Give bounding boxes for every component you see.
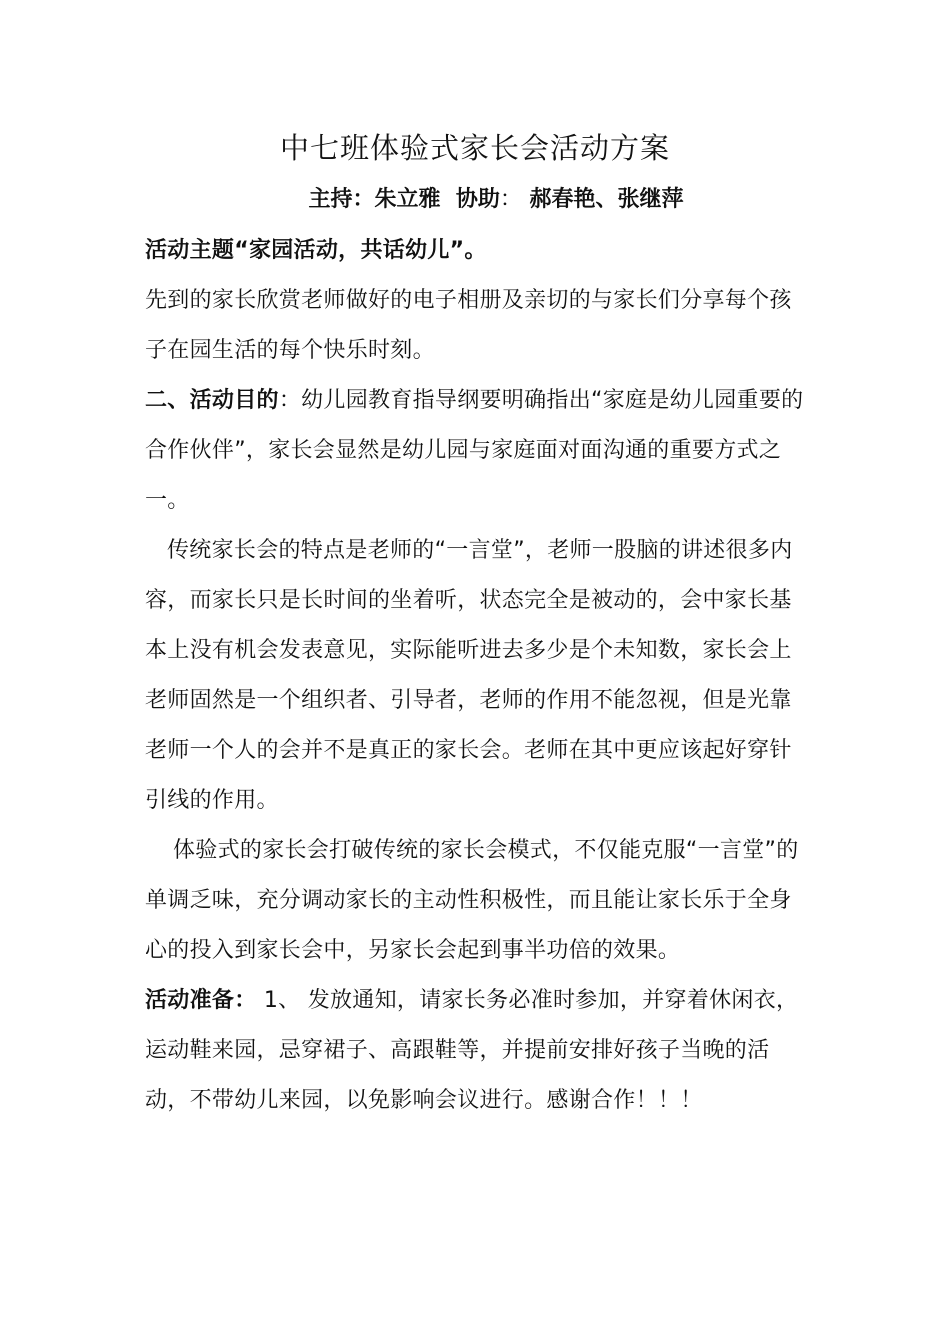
purpose-colon: ：	[278, 388, 302, 413]
document-body	[145, 226, 805, 1126]
assist-names: 郝春艳、张继萍	[529, 187, 684, 212]
host-label: 主持：	[308, 187, 375, 212]
document-title: 中七班体验式家长会活动方案	[279, 131, 670, 165]
preparation-label: 活动准备：	[145, 988, 257, 1013]
assist-label: 协助	[455, 187, 500, 212]
purpose-paragraph	[145, 376, 805, 526]
traditional-paragraph: 传统家长会的特点是老师的“一言堂”，老师一股脑的讲述很多内容，而家长只是长时间的坐着听，状态完全是被动的，会中家长基本上没有机会发表意见，实际能听进去多少是个未知数，家长会上老师固然是一个组织者、引导者，老师的作用不能忽视，但是光靠老师一个人的会并不是真正的家长会。老师在其中更应该起好穿针引线的作用。	[145, 538, 793, 813]
preparation-paragraph	[145, 976, 805, 1126]
assist-colon: ：	[499, 187, 522, 212]
purpose-text: 幼儿园教育指导纲要明确指出“家庭是幼儿园重要的合作伙伴”，家长会显然是幼儿园与家庭面对面沟通的重要方式之一。	[145, 388, 804, 513]
host-line	[0, 180, 950, 220]
purpose-label: 二、活动目的	[145, 388, 279, 413]
preparation-text: 1、 发放通知，请家长务必准时参加，并穿着休闲衣，运动鞋来园，忌穿裙子、高跟鞋等，并提前安排好孩子当晚的活动，不带幼儿来园，以免影响会议进行。感谢合作！！！	[145, 988, 799, 1113]
theme-line: 活动主题“家园活动，共话幼儿”。	[145, 238, 487, 263]
experiential-paragraph: 体验式的家长会打破传统的家长会模式，不仅能克服“一言堂”的单调乏味，充分调动家长的主动性积极性，而且能让家长乐于全身心的投入到家长会中，另家长会起到事半功倍的效果。	[145, 838, 799, 963]
host-name: 朱立雅	[374, 187, 441, 212]
intro-paragraph: 先到的家长欣赏老师做好的电子相册及亲切的与家长们分享每个孩子在园生活的每个快乐时刻。	[145, 288, 792, 363]
